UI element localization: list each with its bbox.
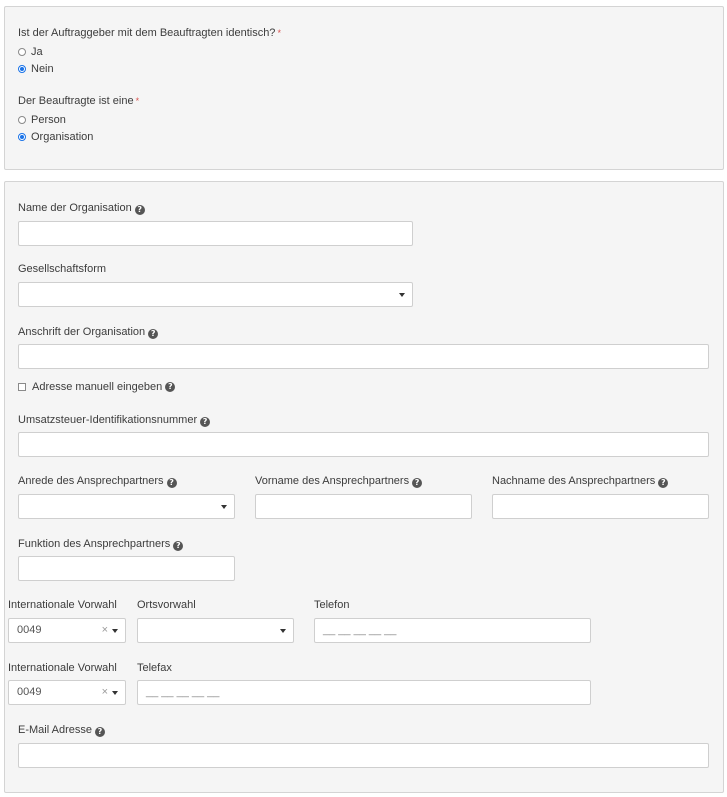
help-icon[interactable]: ?: [135, 205, 145, 215]
chevron-down-icon: [112, 629, 118, 633]
radio-person-label: Person: [31, 114, 66, 126]
fax-intl-value: 0049: [17, 686, 42, 698]
fax-number-placeholder: __ __ __ __ __: [146, 686, 220, 698]
radio-organisation-control[interactable]: [18, 133, 26, 141]
email-label: [18, 723, 105, 737]
salutation-label: [18, 474, 177, 488]
phone-intl-value: 0049: [17, 624, 42, 636]
clear-icon[interactable]: ×: [101, 624, 108, 636]
function-input[interactable]: [18, 556, 235, 581]
manual-address-checkbox-control[interactable]: [18, 383, 26, 391]
chevron-down-icon: [221, 505, 227, 509]
question-identical-text: Ist der Auftraggeber mit dem Beauftragten identisch?: [18, 27, 276, 39]
vat-id-label-text: Umsatzsteuer-Identifikationsnummer: [18, 414, 198, 426]
help-icon[interactable]: ?: [167, 478, 177, 488]
required-mark: *: [277, 28, 281, 38]
firstname-label-text: Vorname des Ansprechpartners: [255, 475, 410, 487]
chevron-down-icon: [399, 293, 405, 297]
radio-organisation-label: Organisation: [31, 131, 94, 143]
organisation-panel: [4, 181, 724, 793]
fax-intl-label: Internationale Vorwahl: [8, 662, 117, 674]
phone-area-select[interactable]: [137, 618, 294, 643]
manual-address-label: Adresse manuell eingeben: [32, 381, 163, 393]
phone-number-input[interactable]: [314, 618, 591, 643]
help-icon[interactable]: ?: [658, 478, 668, 488]
vat-id-label: [18, 413, 210, 427]
legal-form-select[interactable]: [18, 282, 413, 307]
address-label: [18, 325, 158, 339]
org-name-label: [18, 201, 145, 215]
radio-ja-label: Ja: [31, 46, 43, 58]
help-icon[interactable]: ?: [200, 417, 210, 427]
legal-form-label: Gesellschaftsform: [18, 263, 107, 275]
address-input[interactable]: [18, 344, 709, 369]
lastname-label: [492, 474, 668, 488]
question-type-text: Der Beauftragte ist eine: [18, 95, 134, 107]
phone-intl-label: Internationale Vorwahl: [8, 599, 117, 611]
email-label-text: E-Mail Adresse: [18, 724, 92, 736]
vat-id-input[interactable]: [18, 432, 709, 457]
radio-person-control[interactable]: [18, 116, 26, 124]
salutation-label-text: Anrede des Ansprechpartners: [18, 475, 164, 487]
help-icon[interactable]: ?: [95, 727, 105, 737]
radio-nein-control[interactable]: [18, 65, 26, 73]
radio-organisation[interactable]: [18, 130, 93, 144]
manual-address-checkbox[interactable]: [18, 380, 175, 394]
help-icon[interactable]: ?: [148, 329, 158, 339]
help-icon[interactable]: ?: [412, 478, 422, 488]
phone-number-label: Telefon: [314, 599, 350, 611]
address-label-text: Anschrift der Organisation: [18, 326, 146, 338]
phone-number-placeholder: __ __ __ __ __: [323, 624, 397, 636]
fax-number-label: Telefax: [137, 662, 172, 674]
radio-ja[interactable]: [18, 45, 43, 59]
fax-number-input[interactable]: [137, 680, 591, 705]
phone-intl-select[interactable]: [8, 618, 126, 643]
lastname-input[interactable]: [492, 494, 709, 519]
firstname-label: [255, 474, 422, 488]
required-mark: *: [135, 96, 140, 106]
radio-nein-label: Nein: [31, 63, 54, 75]
help-icon[interactable]: ?: [165, 382, 175, 392]
function-label-text: Funktion des Ansprechpartners: [18, 538, 171, 550]
email-input[interactable]: [18, 743, 709, 768]
question-identical-label: [18, 26, 281, 40]
org-name-label-text: Name der Organisation: [18, 202, 132, 214]
help-icon[interactable]: ?: [173, 541, 183, 551]
radio-ja-control[interactable]: [18, 48, 26, 56]
radio-person[interactable]: [18, 113, 66, 127]
function-label: [18, 537, 183, 551]
question-type-label: [18, 94, 139, 108]
fax-intl-select[interactable]: [8, 680, 126, 705]
clear-icon[interactable]: ×: [101, 686, 108, 698]
chevron-down-icon: [112, 691, 118, 695]
phone-area-label: Ortsvorwahl: [137, 599, 196, 611]
radio-nein[interactable]: [18, 62, 54, 76]
org-name-input[interactable]: [18, 221, 413, 246]
lastname-label-text: Nachname des Ansprechpartners: [492, 475, 656, 487]
salutation-select[interactable]: [18, 494, 235, 519]
beauftragter-panel: [4, 6, 724, 170]
chevron-down-icon: [280, 629, 286, 633]
firstname-input[interactable]: [255, 494, 472, 519]
